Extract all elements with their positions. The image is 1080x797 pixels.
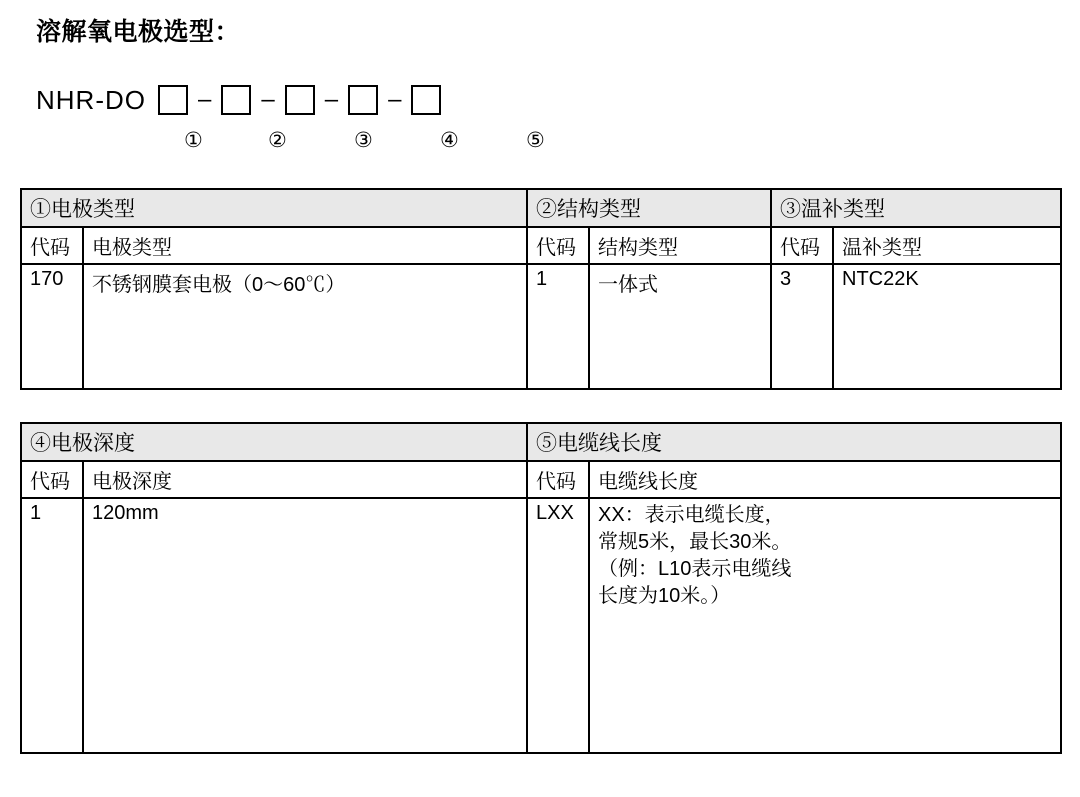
model-box-3[interactable] — [285, 85, 315, 115]
table-row — [21, 227, 1061, 264]
cell-electrode-depth-value: 120mm — [83, 498, 527, 753]
table-row — [21, 264, 1061, 389]
cell-code-structure: 1 — [527, 264, 589, 389]
page-title: 溶解氧电极选型： — [36, 18, 241, 46]
cell-structure-type-value: 一体式 — [589, 264, 771, 389]
col-header-cable-length: 电缆线长度 — [589, 461, 1061, 498]
col-header-code-4: 代码 — [21, 461, 83, 498]
table-bottom — [20, 422, 1062, 754]
model-dash-2: – — [261, 86, 275, 113]
model-marker-4: ④ — [440, 129, 459, 152]
cell-code-cable: LXX — [527, 498, 589, 753]
table-row — [21, 189, 1061, 227]
col-header-code-5: 代码 — [527, 461, 589, 498]
model-dash-4: – — [388, 86, 402, 113]
col-header-code-1: 代码 — [21, 227, 83, 264]
cable-note-line-4: 长度为10米。） — [598, 585, 731, 607]
model-code-row — [36, 80, 441, 120]
cable-note-line-3: （例：L10表示电缆线 — [598, 558, 792, 580]
group-header-electrode-type: ①电极类型 — [21, 189, 527, 227]
model-marker-3: ③ — [354, 129, 373, 152]
cable-note-line-1: XX：表示电缆长度， — [598, 504, 785, 526]
cell-code-depth: 1 — [21, 498, 83, 753]
col-header-structure-type: 结构类型 — [589, 227, 771, 264]
cell-code-temp-comp: 3 — [771, 264, 833, 389]
model-dash-1: – — [198, 86, 212, 113]
col-header-code-3: 代码 — [771, 227, 833, 264]
table-row — [21, 423, 1061, 461]
model-marker-5: ⑤ — [526, 129, 545, 152]
col-header-electrode-depth: 电极深度 — [83, 461, 527, 498]
col-header-electrode-type: 电极类型 — [83, 227, 527, 264]
cable-note-line-2: 常规5米，最长30米。 — [598, 531, 792, 553]
cell-code-170: 170 — [21, 264, 83, 389]
group-header-electrode-depth: ④电极深度 — [21, 423, 527, 461]
model-box-1[interactable] — [158, 85, 188, 115]
table-row — [21, 498, 1061, 753]
model-box-4[interactable] — [348, 85, 378, 115]
table-row — [21, 461, 1061, 498]
col-header-temp-comp-type: 温补类型 — [833, 227, 1061, 264]
model-marker-1: ① — [184, 129, 203, 152]
cell-cable-length-value — [589, 498, 1061, 753]
group-header-structure-type: ②结构类型 — [527, 189, 771, 227]
model-box-5[interactable] — [411, 85, 441, 115]
cell-temp-comp-value: NTC22K — [833, 264, 1061, 389]
model-prefix: NHR-DO — [36, 84, 146, 115]
col-header-code-2: 代码 — [527, 227, 589, 264]
model-marker-2: ② — [268, 129, 287, 152]
model-dash-3: – — [324, 86, 339, 113]
group-header-temp-comp-type: ③温补类型 — [771, 189, 1061, 227]
model-box-2[interactable] — [221, 85, 251, 115]
group-header-cable-length: ⑤电缆线长度 — [527, 423, 1061, 461]
table-top — [20, 188, 1062, 390]
cell-electrode-type-value: 不锈钢膜套电极（0～60℃） — [83, 264, 527, 389]
